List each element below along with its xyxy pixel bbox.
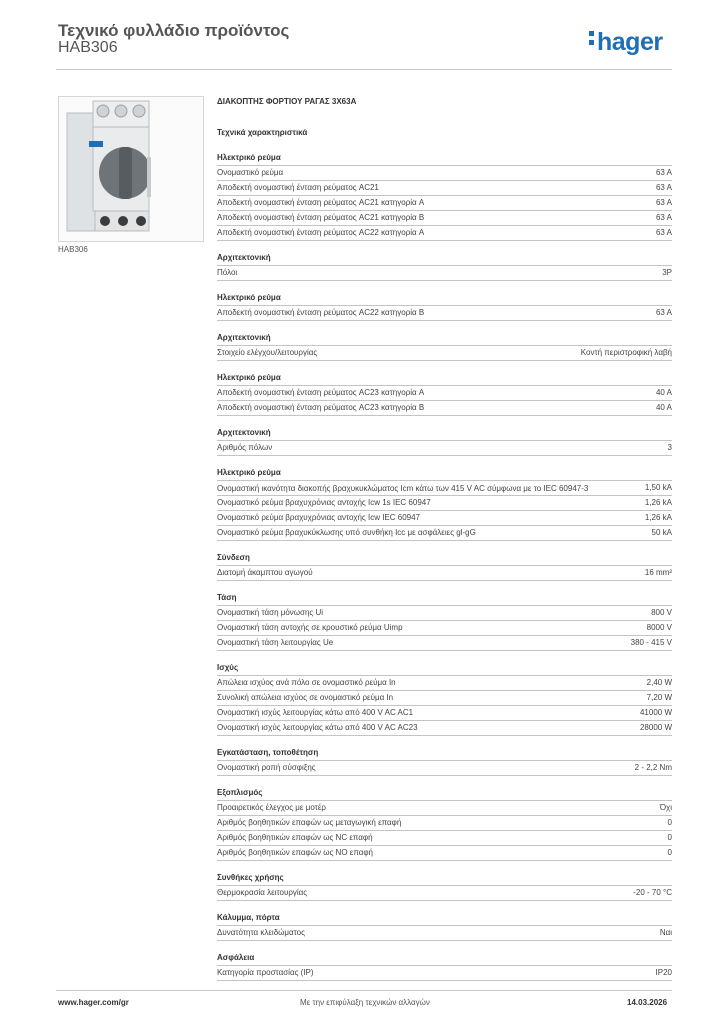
spec-label: Ονομαστικό ρεύμα βραχυχρόνιας αντοχής Icw 1s IEC 60947 bbox=[217, 498, 431, 507]
spec-value: 28000 W bbox=[639, 723, 672, 732]
spec-row bbox=[217, 886, 672, 901]
spec-row bbox=[217, 926, 672, 941]
spec-row bbox=[217, 846, 672, 861]
spec-label: Συνολική απώλεια ισχύος σε ονομαστικό ρεύμα In bbox=[217, 693, 394, 702]
spec-value: 0 bbox=[667, 818, 672, 827]
spec-row bbox=[217, 801, 672, 816]
spec-row bbox=[217, 386, 672, 401]
spec-row bbox=[217, 831, 672, 846]
spec-row bbox=[217, 401, 672, 416]
spec-value: Όχι bbox=[659, 803, 672, 812]
spec-label: Ονομαστικό ρεύμα βραχυκύκλωσης υπό συνθήκη Icc με ασφάλειες gl-gG bbox=[217, 528, 476, 537]
spec-row bbox=[217, 636, 672, 651]
product-title: ΔΙΑΚΟΠΤΗΣ ΦΟΡΤΙΟΥ ΡΑΓΑΣ 3X63A bbox=[217, 97, 357, 106]
page-title: Τεχνικό φυλλάδιο προϊόντος bbox=[58, 21, 290, 40]
spec-value: 63 A bbox=[655, 228, 672, 237]
spec-value: 0 bbox=[667, 848, 672, 857]
spec-value: -20 - 70 °C bbox=[633, 888, 672, 897]
section-title: Αρχιτεκτονική bbox=[217, 251, 672, 266]
spec-value: IP20 bbox=[655, 968, 672, 977]
spec-sections bbox=[217, 151, 672, 981]
hager-logo bbox=[589, 28, 663, 56]
spec-value: 7,20 W bbox=[646, 693, 672, 702]
spec-value: 380 - 415 V bbox=[630, 638, 672, 647]
spec-value: 3P bbox=[662, 268, 672, 277]
logo-text: hager bbox=[597, 28, 663, 56]
spec-value: 2,40 W bbox=[646, 678, 672, 687]
spec-label: Αποδεκτή ονομαστική ένταση ρεύματος AC21 bbox=[217, 183, 379, 192]
spec-label: Αποδεκτή ονομαστική ένταση ρεύματος AC21 κατηγορία B bbox=[217, 213, 425, 222]
section-title: Ισχύς bbox=[217, 661, 672, 676]
header-divider bbox=[56, 69, 672, 70]
footer-website[interactable]: www.hager.com/gr bbox=[58, 998, 129, 1007]
spec-value: 40 A bbox=[655, 388, 672, 397]
spec-row bbox=[217, 481, 672, 496]
spec-value: 1,26 kA bbox=[644, 513, 672, 522]
section-title: Ηλεκτρικό ρεύμα bbox=[217, 291, 672, 306]
spec-value: 63 A bbox=[655, 183, 672, 192]
spec-value: 63 A bbox=[655, 198, 672, 207]
spec-value: 800 V bbox=[651, 608, 672, 617]
logo-colon-icon bbox=[589, 27, 595, 49]
product-code: HAB306 bbox=[58, 39, 118, 56]
section-title: Ηλεκτρικό ρεύμα bbox=[217, 151, 672, 166]
section-title: Σύνδεση bbox=[217, 551, 672, 566]
spec-row bbox=[217, 526, 672, 541]
spec-label: Αριθμός βοηθητικών επαφών ως NC επαφή bbox=[217, 833, 373, 842]
spec-row bbox=[217, 566, 672, 581]
spec-value: 3 bbox=[667, 443, 672, 452]
specs-title: Τεχνικά χαρακτηριστικά bbox=[217, 128, 308, 137]
product-image bbox=[58, 96, 204, 242]
spec-value: 63 A bbox=[655, 308, 672, 317]
section-title: Κάλυμμα, πόρτα bbox=[217, 911, 672, 926]
spec-row bbox=[217, 266, 672, 281]
spec-label: Αποδεκτή ονομαστική ένταση ρεύματος AC22 κατηγορία A bbox=[217, 228, 425, 237]
spec-label: Αποδεκτή ονομαστική ένταση ρεύματος AC22 κατηγορία B bbox=[217, 308, 425, 317]
section-title: Ασφάλεια bbox=[217, 951, 672, 966]
spec-value: 1,50 kA bbox=[644, 483, 672, 492]
spec-value: 2 - 2,2 Nm bbox=[634, 763, 672, 772]
spec-label: Ονομαστική τάση αντοχής σε κρουστικό ρεύμα Uimp bbox=[217, 623, 403, 632]
footer-divider bbox=[56, 990, 672, 991]
spec-value: Ναι bbox=[659, 928, 672, 937]
spec-label: Ονομαστικό ρεύμα bbox=[217, 168, 284, 177]
section-title: Αρχιτεκτονική bbox=[217, 331, 672, 346]
spec-value: 1,26 kA bbox=[644, 498, 672, 507]
section-title: Συνθήκες χρήσης bbox=[217, 871, 672, 886]
section-title: Εγκατάσταση, τοποθέτηση bbox=[217, 746, 672, 761]
spec-row bbox=[217, 511, 672, 526]
spec-label: Δυνατότητα κλειδώματος bbox=[217, 928, 305, 937]
spec-label: Ονομαστική τάση μόνωσης Ui bbox=[217, 608, 324, 617]
spec-value: 50 kA bbox=[651, 528, 672, 537]
spec-row bbox=[217, 496, 672, 511]
spec-label: Ονομαστικό ρεύμα βραχυχρόνιας αντοχής Icw IEC 60947 bbox=[217, 513, 420, 522]
spec-value: 16 mm² bbox=[644, 568, 672, 577]
spec-row bbox=[217, 211, 672, 226]
section-title: Ηλεκτρικό ρεύμα bbox=[217, 466, 672, 481]
spec-content bbox=[217, 96, 672, 981]
image-caption: HAB306 bbox=[58, 245, 88, 254]
footer-date: 14.03.2026 bbox=[627, 998, 668, 1007]
spec-row bbox=[217, 706, 672, 721]
section-title: Αρχιτεκτονική bbox=[217, 426, 672, 441]
section-title: Εξοπλισμός bbox=[217, 786, 672, 801]
spec-label: Ονομαστική ικανότητα διακοπής βραχυκυκλώματος Icm κάτω των 415 V AC σύμφωνα με το IEC 60947-3 bbox=[217, 484, 589, 493]
footer-notice: Με την επιφύλαξη τεχνικών αλλαγών bbox=[300, 998, 430, 1007]
spec-label: Αποδεκτή ονομαστική ένταση ρεύματος AC21 κατηγορία A bbox=[217, 198, 425, 207]
spec-label: Αριθμός βοηθητικών επαφών ως μεταγωγική επαφή bbox=[217, 818, 402, 827]
spec-label: Πόλοι bbox=[217, 268, 238, 277]
spec-label: Αποδεκτή ονομαστική ένταση ρεύματος AC23 κατηγορία B bbox=[217, 403, 425, 412]
spec-row bbox=[217, 676, 672, 691]
spec-value: 63 A bbox=[655, 213, 672, 222]
spec-row bbox=[217, 721, 672, 736]
spec-row bbox=[217, 816, 672, 831]
spec-row bbox=[217, 306, 672, 321]
spec-row bbox=[217, 691, 672, 706]
spec-value: 0 bbox=[667, 833, 672, 842]
spec-row bbox=[217, 441, 672, 456]
spec-label: Διατομή άκαμπτου αγωγού bbox=[217, 568, 313, 577]
spec-label: Αριθμός πόλων bbox=[217, 443, 273, 452]
section-title: Ηλεκτρικό ρεύμα bbox=[217, 371, 672, 386]
spec-row bbox=[217, 346, 672, 361]
spec-value: 40 A bbox=[655, 403, 672, 412]
spec-label: Κατηγορία προστασίας (IP) bbox=[217, 968, 314, 977]
spec-label: Θερμοκρασία λειτουργίας bbox=[217, 888, 308, 897]
spec-row bbox=[217, 966, 672, 981]
spec-label: Στοιχείο ελέγχου/λειτουργίας bbox=[217, 348, 318, 357]
spec-label: Ονομαστική ισχύς λειτουργίας κάτω από 400 V AC AC23 bbox=[217, 723, 418, 732]
spec-value: 41000 W bbox=[639, 708, 672, 717]
spec-value: 8000 V bbox=[646, 623, 672, 632]
spec-label: Αποδεκτή ονομαστική ένταση ρεύματος AC23 κατηγορία A bbox=[217, 388, 425, 397]
load-switch-icon bbox=[59, 97, 203, 241]
spec-value: 63 A bbox=[655, 168, 672, 177]
spec-row bbox=[217, 181, 672, 196]
spec-row bbox=[217, 166, 672, 181]
spec-label: Αριθμός βοηθητικών επαφών ως NO επαφή bbox=[217, 848, 373, 857]
spec-value: Κοντή περιστροφική λαβή bbox=[580, 348, 672, 357]
spec-label: Ονομαστική τάση λειτουργίας Ue bbox=[217, 638, 334, 647]
spec-label: Ονομαστική ροπή σύσφιξης bbox=[217, 763, 316, 772]
spec-label: Ονομαστική ισχύς λειτουργίας κάτω από 400 V AC AC1 bbox=[217, 708, 414, 717]
spec-row bbox=[217, 606, 672, 621]
spec-row bbox=[217, 196, 672, 211]
spec-row bbox=[217, 761, 672, 776]
spec-label: Απώλεια ισχύος ανά πόλο σε ονομαστικό ρεύμα In bbox=[217, 678, 396, 687]
spec-row bbox=[217, 621, 672, 636]
spec-row bbox=[217, 226, 672, 241]
section-title: Τάση bbox=[217, 591, 672, 606]
spec-label: Προαιρετικός έλεγχος με μοτέρ bbox=[217, 803, 326, 812]
